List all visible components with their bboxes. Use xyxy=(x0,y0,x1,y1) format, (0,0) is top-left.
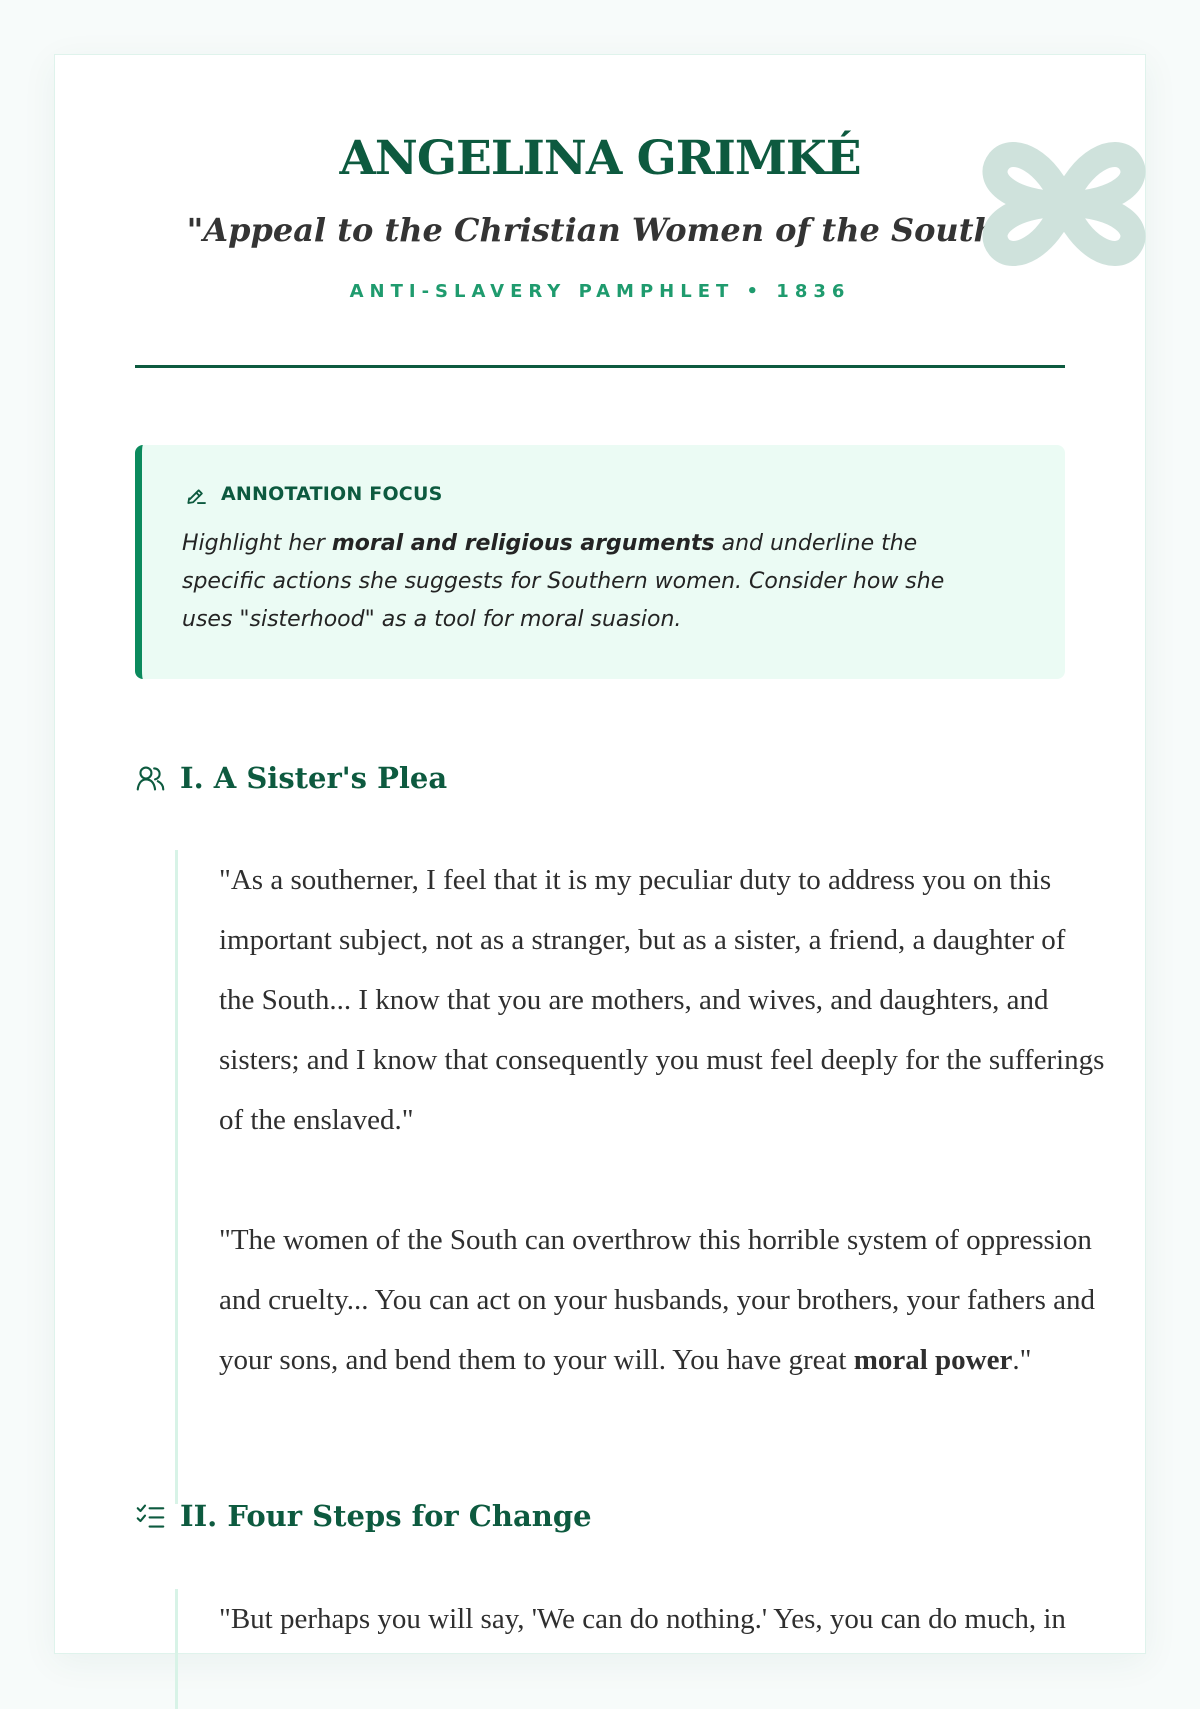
quote-paragraph: "But perhaps you will say, 'We can do nothing.' Yes, you can do much, in xyxy=(219,1603,1066,1635)
section-heading-four-steps xyxy=(135,1501,592,1532)
section-heading-sisters-plea xyxy=(135,763,447,794)
section-title-label: I. A Sister's Plea xyxy=(180,761,448,796)
floral-ornament-icon xyxy=(973,113,1155,295)
quote-paragraph xyxy=(219,1210,1105,1390)
quote-paragraph: "As a southerner, I feel that it is my peculiar duty to address you on this important subject, not as a stranger, but as a sister, a friend, a daughter of the South... I know that you are mothers, and wives, and daughters, and sisters; and I know that consequently you must feel deeply for the sufferings of the enslaved." xyxy=(219,864,1105,1136)
checklist-icon xyxy=(135,1501,166,1532)
quote-emphasis: moral power xyxy=(853,1344,1013,1376)
document-header xyxy=(135,55,1065,368)
document-subtitle: "Appeal to the Christian Women of the South" xyxy=(186,211,1014,249)
annotation-intro: Highlight her xyxy=(182,531,332,556)
quote-text: "The women of the South can overthrow this horrible system of oppression and cruelty... You can act on your husbands, your brothers, your fathers and your sons, and bend them to your will. You have great xyxy=(219,1224,1095,1376)
quote-block-four-steps xyxy=(175,1589,1105,1709)
annotation-rest: and underline the specific actions she suggests for Southern women. Consider how she uses "sisterhood" as a tool for moral suasion. xyxy=(182,531,945,632)
pen-icon xyxy=(182,480,209,507)
quote-block-sisters-plea xyxy=(175,850,1105,1504)
annotation-focus-label: ANNOTATION FOCUS xyxy=(221,482,443,505)
quote-closing: ." xyxy=(1012,1344,1032,1376)
people-icon xyxy=(135,763,166,794)
section-title-label: II. Four Steps for Change xyxy=(180,1499,592,1534)
document-page xyxy=(54,54,1146,1654)
page-title: ANGELINA GRIMKÉ xyxy=(339,131,861,186)
annotation-emphasis: moral and religious arguments xyxy=(331,531,715,556)
annotation-focus-text xyxy=(182,525,982,639)
annotation-focus-panel xyxy=(135,445,1065,679)
document-meta: ANTI-SLAVERY PAMPHLET • 1836 xyxy=(349,281,851,302)
annotation-focus-heading xyxy=(182,480,442,507)
